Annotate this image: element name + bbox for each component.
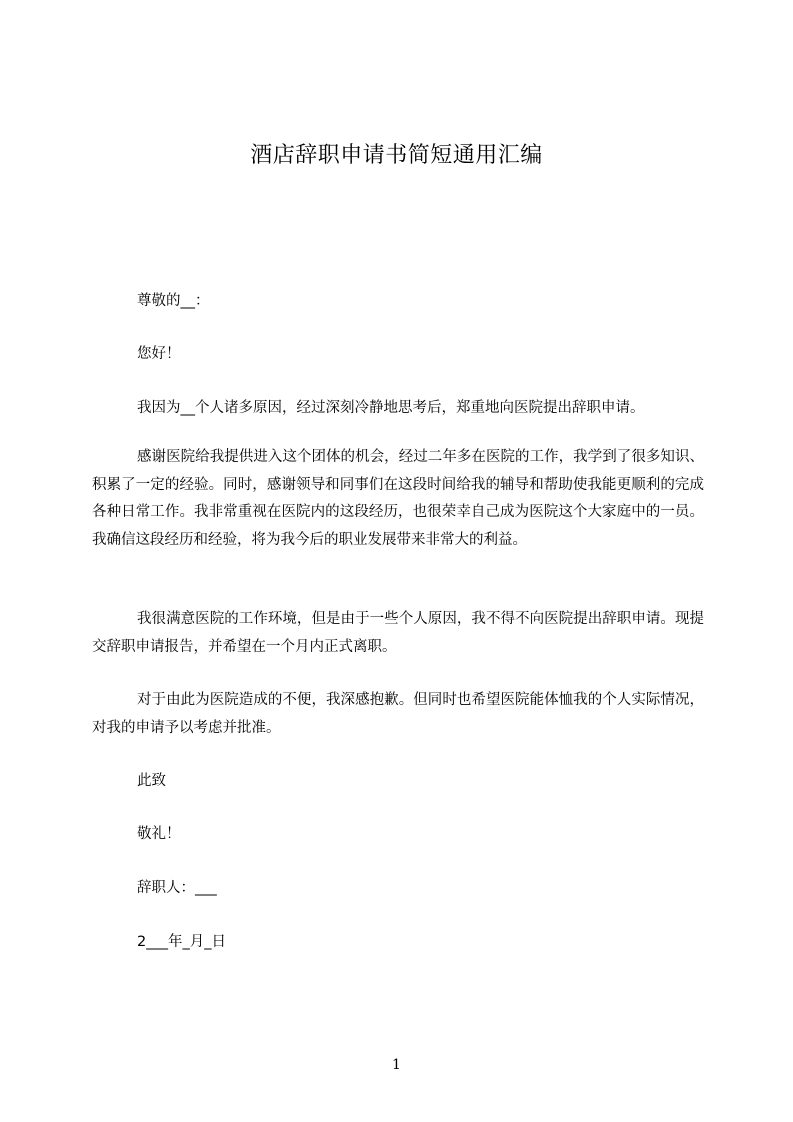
greeting: 您好！ [137, 346, 181, 362]
page-number: 1 [392, 1057, 401, 1073]
closing-line-2: 敬礼！ [137, 826, 181, 842]
date-line: 2___年_月_日 [137, 934, 226, 950]
salutation: 尊敬的__： [137, 293, 210, 309]
document-title: 酒店辞职申请书简短通用汇编 [250, 143, 543, 168]
paragraph-1: 我因为__个人诸多原因，经过深刻冷静地思考后，郑重地向医院提出辞职申请。 [137, 400, 645, 416]
closing-line-1: 此致 [137, 773, 166, 789]
paragraph-4: 对于由此为医院造成的不便，我深感抱歉。但同时也希望医院能体恤我的个人实际情况，对我的申请予以考虑并批准。 [92, 692, 704, 736]
paragraph-3: 我很满意医院的工作环境，但是由于一些个人原因，我不得不向医院提出辞职申请。现提交辞职申请报告，并希望在一个月内正式离职。 [92, 611, 704, 655]
paragraph-2: 感谢医院给我提供进入这个团体的机会，经过二年多在医院的工作，我学到了很多知识、积累了一定的经验。同时，感谢领导和同事们在这段时间给我的辅导和帮助使我能更顺利的完成各种日常工作。我非常重视在医院内的这段经历，也很荣幸自己成为医院这个大家庭中的一员。我确信这段经历和经验，将为我今后的职业发展带来非常大的利益。 [92, 449, 704, 548]
signature-line: 辞职人：___ [137, 880, 217, 896]
